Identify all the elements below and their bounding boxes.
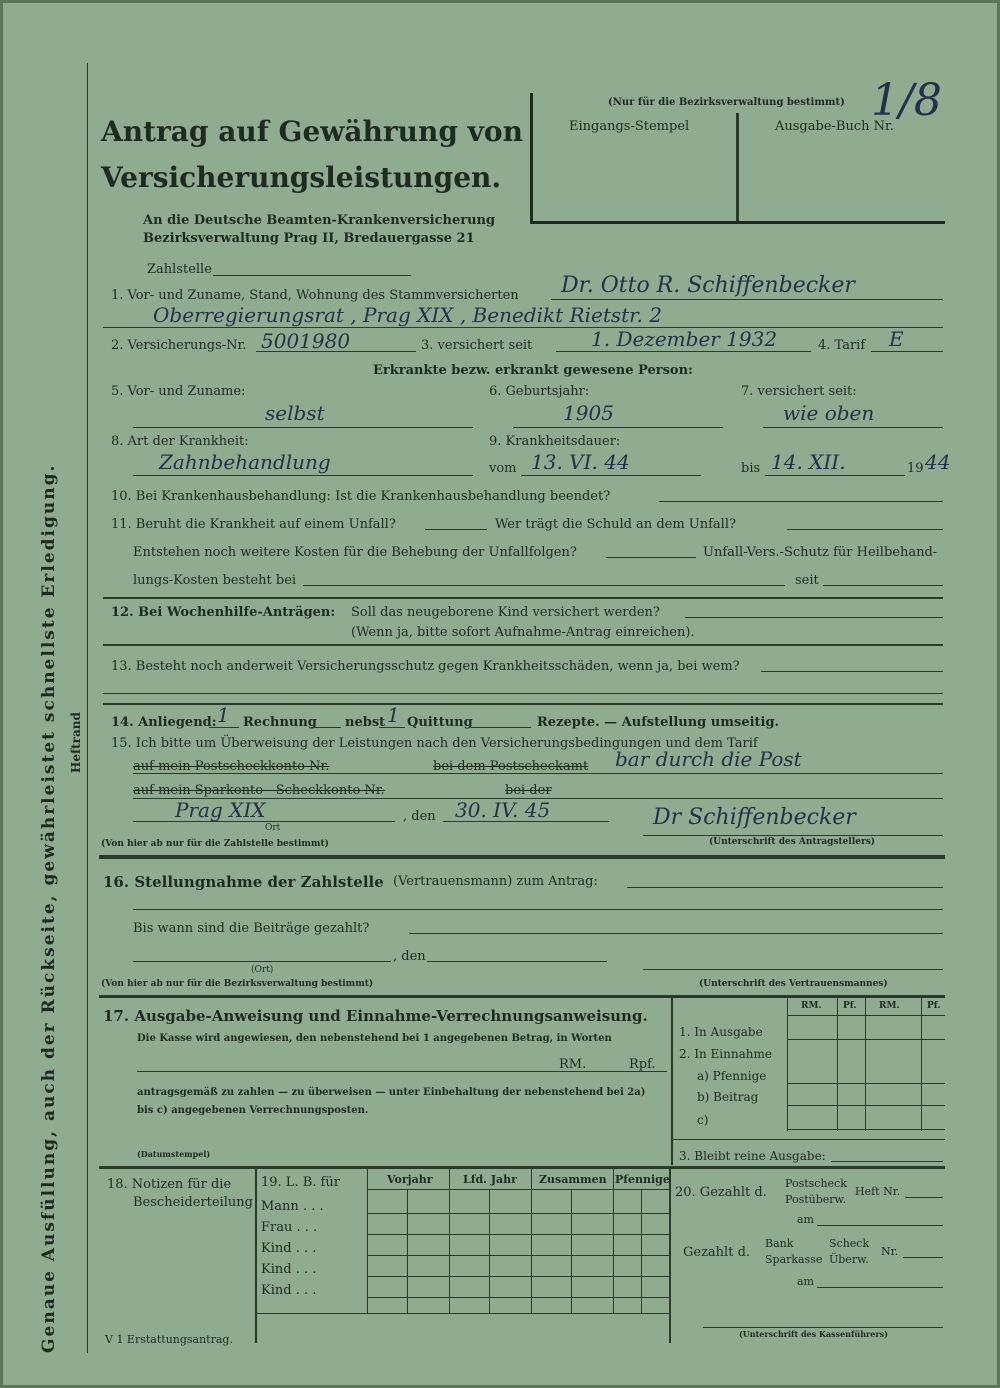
field-12c: (Wenn ja, bitte sofort Aufnahme-Antrag einreichen). (351, 625, 695, 640)
bank: Bank (765, 1237, 794, 1250)
heftrand-label: Heftrand (69, 712, 83, 773)
section-17-text-1: Die Kasse wird angewiesen, den nebenstehend bei 1 angegebenen Betrag, in Worten (137, 1033, 612, 1044)
section-16-label: 16. Stellungnahme der Zahlstelle (103, 873, 384, 891)
row-kind-3: Kind . . . (261, 1283, 317, 1298)
field-12b: Soll das neugeborene Kind versichert werden? (351, 605, 660, 620)
col-zusammen: Zusammen (539, 1173, 607, 1186)
field-9-bis: bis (741, 461, 761, 476)
section-17-title: 17. Ausgabe-Anweisung und Einnahme-Verrechnungsanweisung. (103, 1007, 648, 1025)
field-9-year: 44 (925, 450, 951, 474)
eingangs-stempel: Eingangs-Stempel (569, 119, 690, 134)
col-pf-2: Pf. (927, 1001, 941, 1011)
item-ausgabe: 1. In Ausgabe (679, 1025, 763, 1039)
gezahlt-2-label: Gezahlt d. (683, 1245, 751, 1260)
section-16-ort: (Ort) (251, 965, 274, 975)
field-11e: lungs-Kosten besteht bei (133, 573, 297, 588)
field-15-postscheck: auf mein Postscheckkonto Nr. (133, 759, 330, 774)
address-line-2: Bezirksverwaltung Prag II, Bredauergasse 21 (143, 231, 475, 246)
sidebar-instruction (29, 63, 69, 1353)
postscheck: Postscheck (785, 1177, 847, 1190)
vertrauensmann-signature: (Unterschrift des Vertrauensmannes) (699, 979, 888, 989)
field-7-label: 7. versichert seit: (741, 384, 857, 399)
item-pfennige: a) Pfennige (697, 1069, 767, 1083)
section-19-label: 19. L. B. für (261, 1175, 340, 1190)
field-2-label: 2. Versicherungs-Nr. (111, 338, 247, 353)
field-15-value: bar durch die Post (615, 747, 802, 771)
address-line-1: An die Deutsche Beamten-Krankenversicherung (143, 213, 496, 228)
date-value: 30. IV. 45 (455, 798, 551, 822)
section-16-label-2: (Vertrauensmann) zum Antrag: (393, 874, 598, 889)
zahlstelle-note: (Von hier ab nur für die Zahlstelle bestimmt) (101, 839, 329, 849)
am-1: am (797, 1213, 814, 1226)
field-9-year-prefix: 19 (907, 461, 924, 476)
heft-nr: Heft Nr. (855, 1185, 901, 1198)
field-14-nebst: nebst (345, 715, 386, 730)
section-17-rm: RM. (559, 1057, 587, 1072)
field-11c: Entstehen noch weitere Kosten für die Behebung der Unfallfolgen? (133, 545, 577, 560)
field-11a: 11. Beruht die Krankheit auf einem Unfall? (111, 517, 396, 532)
bezirk-note: (Von hier ab nur für die Bezirksverwaltung bestimmt) (101, 979, 374, 989)
zahlstelle-label: Zahlstelle (147, 262, 212, 277)
section-20-label: 20. Gezahlt d. (675, 1185, 767, 1200)
field-8-label: 8. Art der Krankheit: (111, 434, 249, 449)
field-9-vom-value: 13. VI. 44 (531, 450, 630, 474)
field-7-value: wie oben (783, 401, 875, 425)
ort-label: Ort (265, 823, 281, 833)
field-13: 13. Besteht noch anderweit Versicherungsschutz gegen Krankheitsschäden, wenn ja, bei wem? (111, 659, 740, 674)
sidebar-text: Genaue Ausfüllung, auch der Rückseite, gewährleistet schnellste Erledigung. (39, 463, 59, 1353)
field-2-value: 5001980 (261, 329, 351, 353)
datumstempel: (Datumstempel) (137, 1149, 211, 1159)
applicant-signature: Dr Schiffenbecker (653, 805, 856, 830)
field-6-value: 1905 (563, 401, 614, 425)
title-line-1: Antrag auf Gewährung von (101, 115, 523, 148)
section-17-text-2: antragsgemäß zu zahlen — zu überweisen — unter Einbehaltung der nebenstehend bei 2a) (137, 1087, 646, 1098)
row-mann: Mann . . . (261, 1199, 324, 1214)
box-note: (Nur für die Bezirksverwaltung bestimmt) (608, 97, 845, 108)
margin-line (87, 63, 88, 1353)
field-11f: seit (795, 573, 819, 588)
section-16-den: , den (393, 949, 426, 964)
field-14-quittung: Quittung (407, 715, 473, 730)
field-4-label: 4. Tarif (818, 338, 866, 353)
applicant-signature-label: (Unterschrift des Antragstellers) (709, 837, 876, 847)
item-beitrag: b) Beitrag (697, 1090, 759, 1104)
field-15-sparkonto: auf mein Sparkonto - Scheckkonto Nr. (133, 783, 385, 798)
col-rm-2: RM. (879, 1001, 900, 1011)
ueberweisung: Überw. (829, 1253, 869, 1266)
bleibt-ausgabe: 3. Bleibt reine Ausgabe: (679, 1149, 826, 1163)
col-pf-1: Pf. (843, 1001, 857, 1011)
section-17-text-3: bis c) angegebenen Verrechnungsposten. (137, 1105, 369, 1116)
erkrankte-heading: Erkrankte bezw. erkrankt gewesene Person: (373, 363, 693, 378)
field-14-label: 14. Anliegend: (111, 715, 217, 730)
row-frau: Frau . . . (261, 1220, 318, 1235)
field-14-count-2: 1 (387, 703, 400, 727)
field-15-bei-der: bei der (505, 783, 552, 798)
field-9-vom: vom (489, 461, 517, 476)
field-12a: 12. Bei Wochenhilfe-Anträgen: (111, 605, 336, 620)
field-5-value: selbst (265, 401, 325, 425)
field-14-count-1: 1 (217, 703, 230, 727)
section-17-rpf: Rpf. (629, 1057, 656, 1072)
ort-value: Prag XIX (175, 798, 266, 822)
field-14-rezepte: Rezepte. — Aufstellung umseitig. (537, 715, 780, 730)
field-1-value: Dr. Otto R. Schiffenbecker (561, 273, 855, 298)
row-kind-2: Kind . . . (261, 1262, 317, 1277)
row-kind-1: Kind . . . (261, 1241, 317, 1256)
field-1-value-2: Oberregierungsrat , Prag XIX , Benedikt Rietstr. 2 (153, 303, 662, 327)
field-5-label: 5. Vor- und Zuname: (111, 384, 246, 399)
section-18-label-2: Bescheiderteilung (133, 1195, 253, 1210)
kassenfuehrer-signature: (Unterschrift des Kassenführers) (739, 1329, 888, 1339)
am-2: am (797, 1275, 814, 1288)
field-6-label: 6. Geburtsjahr: (489, 384, 590, 399)
field-4-value: E (889, 327, 904, 351)
field-14-rechnung: Rechnung (243, 715, 317, 730)
field-15-postscheckamt: bei dem Postscheckamt (433, 759, 589, 774)
den-label: , den (403, 809, 436, 824)
field-11d: Unfall-Vers.-Schutz für Heilbehand- (703, 545, 938, 560)
col-rm-1: RM. (801, 1001, 822, 1011)
field-9-label: 9. Krankheitsdauer: (489, 434, 621, 449)
field-9-bis-value: 14. XII. (771, 450, 846, 474)
nr: Nr. (881, 1245, 899, 1258)
item-c: c) (697, 1113, 709, 1127)
field-3-value: 1. Dezember 1932 (591, 327, 778, 351)
field-15-text: 15. Ich bitte um Überweisung der Leistungen nach den Versicherungsbedingungen und dem Tarif (111, 736, 758, 751)
field-3-label: 3. versichert seit (421, 338, 533, 353)
field-1-label: 1. Vor- und Zuname, Stand, Wohnung des Stammversicherten (111, 288, 519, 303)
col-pfennige: Pfennige (615, 1173, 670, 1186)
form-footer-code: V 1 Erstattungsantrag. (105, 1333, 233, 1346)
ausgabe-buch-nr: Ausgabe-Buch Nr. (775, 119, 894, 134)
field-10: 10. Bei Krankenhausbehandlung: Ist die Krankenhausbehandlung beendet? (111, 489, 611, 504)
col-lfd-jahr: Lfd. Jahr (463, 1173, 517, 1186)
field-8-value: Zahnbehandlung (159, 450, 331, 474)
section-18-label-1: 18. Notizen für die (107, 1177, 232, 1192)
sparkasse: Sparkasse (765, 1253, 823, 1266)
postueberweisung: Postüberw. (785, 1193, 847, 1206)
section-16-beitraege: Bis wann sind die Beiträge gezahlt? (133, 921, 370, 936)
scheck: Scheck (829, 1237, 870, 1250)
item-einnahme: 2. In Einnahme (679, 1047, 772, 1061)
col-vorjahr: Vorjahr (387, 1173, 433, 1186)
title-line-2: Versicherungsleistungen. (101, 161, 502, 194)
box-handwritten-number: 1/8 (871, 75, 942, 126)
field-11b: Wer trägt die Schuld an dem Unfall? (495, 517, 736, 532)
